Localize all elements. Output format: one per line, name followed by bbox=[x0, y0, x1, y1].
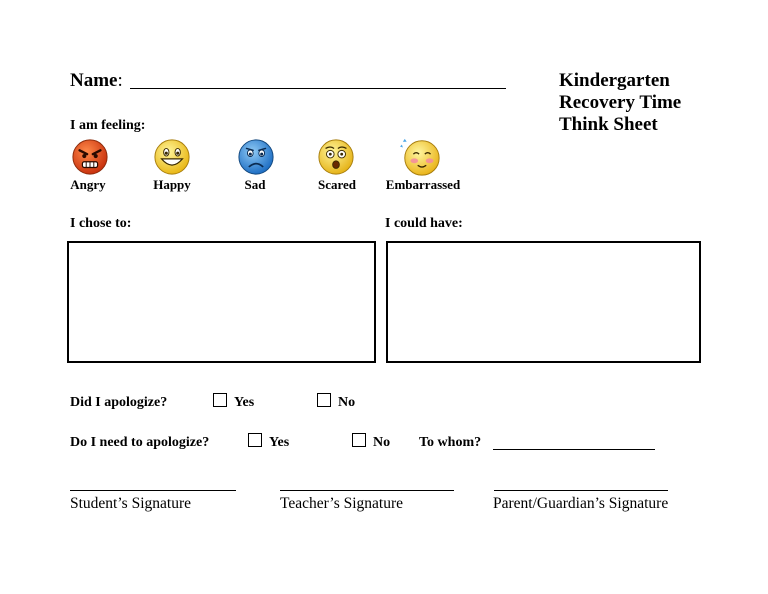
need-apologize-yes-checkbox[interactable] bbox=[248, 433, 262, 447]
student-signature-label: Student’s Signature bbox=[70, 495, 191, 512]
title-line: Think Sheet bbox=[559, 114, 658, 135]
to-whom-input-line[interactable] bbox=[493, 449, 655, 450]
teacher-signature-label: Teacher’s Signature bbox=[280, 495, 404, 512]
angry-face-icon[interactable] bbox=[71, 138, 109, 176]
chose-label: I chose to: bbox=[70, 216, 132, 231]
chose-box[interactable] bbox=[67, 241, 376, 363]
feeling-label-happy: Happy bbox=[153, 177, 191, 192]
name-label: Name: bbox=[70, 70, 123, 91]
parent-signature-label: Parent/Guardian’s Signature bbox=[493, 495, 669, 512]
parent-signature-line[interactable] bbox=[494, 490, 668, 491]
apologized-no-checkbox[interactable] bbox=[317, 393, 331, 407]
feeling-label-angry: Angry bbox=[70, 177, 106, 192]
embarrassed-face-icon[interactable] bbox=[400, 136, 442, 178]
apologized-no-label: No bbox=[338, 395, 356, 410]
to-whom-label: To whom? bbox=[419, 435, 482, 450]
feeling-label-scared: Scared bbox=[317, 177, 357, 192]
sad-face-icon[interactable] bbox=[237, 138, 275, 176]
title-line: Recovery Time bbox=[559, 92, 682, 113]
teacher-signature-line[interactable] bbox=[280, 490, 454, 491]
could-box[interactable] bbox=[386, 241, 701, 363]
need-apologize-question: Do I need to apologize? bbox=[70, 435, 210, 450]
apologized-yes-label: Yes bbox=[234, 395, 255, 410]
title-line: Kindergarten bbox=[559, 70, 670, 91]
feeling-label-sad: Sad bbox=[244, 177, 266, 192]
need-apologize-no-checkbox[interactable] bbox=[352, 433, 366, 447]
feeling-label: I am feeling: bbox=[70, 118, 146, 133]
need-apologize-no-label: No bbox=[373, 435, 391, 450]
sheet-title bbox=[559, 70, 681, 136]
name-input-line[interactable] bbox=[130, 88, 506, 89]
apologized-yes-checkbox[interactable] bbox=[213, 393, 227, 407]
could-label: I could have: bbox=[385, 216, 463, 231]
feeling-label-embarrassed: Embarrassed bbox=[385, 177, 461, 192]
student-signature-line[interactable] bbox=[70, 490, 236, 491]
need-apologize-yes-label: Yes bbox=[269, 435, 290, 450]
apologized-question: Did I apologize? bbox=[70, 395, 168, 410]
scared-face-icon[interactable] bbox=[317, 138, 355, 176]
happy-face-icon[interactable] bbox=[153, 138, 191, 176]
